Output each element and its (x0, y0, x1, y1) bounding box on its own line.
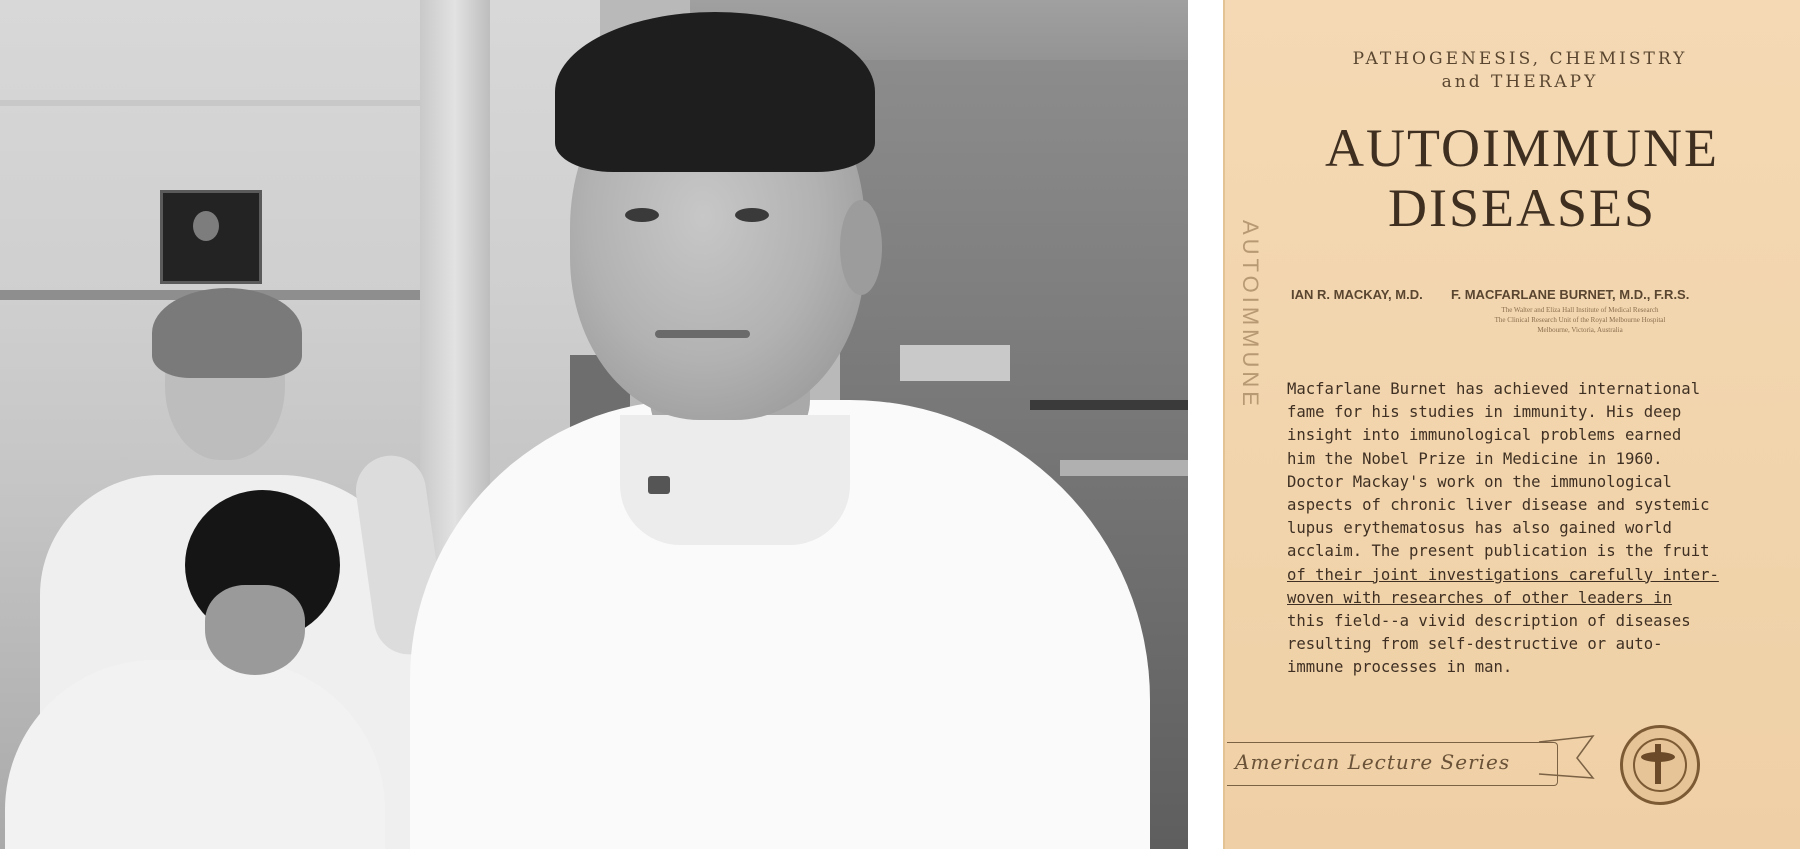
blurb-line: acclaim. The present publication is the fruit (1287, 542, 1710, 561)
book-cover (1223, 0, 1800, 849)
subtitle-line: and THERAPY (1441, 72, 1599, 92)
blurb-line: him the Nobel Prize in Medicine in 1960. (1287, 449, 1663, 468)
seated-woman-face (205, 585, 305, 675)
subtitle-line: PATHOGENESIS, CHEMISTRY (1352, 49, 1688, 69)
author-burnet: F. MACFARLANE BURNET, M.D., F.R.S. (1451, 287, 1690, 302)
man-mouth (655, 330, 750, 338)
lab-rail (1060, 460, 1188, 476)
man-hair (555, 12, 875, 172)
book-title (1277, 118, 1767, 238)
blurb-line: lupus erythematosus has also gained world (1287, 519, 1672, 538)
affiliation-line: The Clinical Research Unit of the Royal Melbourne Hospital (1494, 316, 1666, 324)
blurb-line: resulting from self-destructive or auto- (1287, 635, 1663, 654)
blurb-line: immune processes in man. (1287, 658, 1513, 677)
wall-picture (160, 190, 262, 284)
author-affiliation (1415, 305, 1745, 335)
blurb-line: insight into immunological problems earned (1287, 426, 1682, 445)
spine-title: AUTOIMMUNE (1238, 220, 1263, 410)
series-name: American Lecture Series (1235, 750, 1511, 774)
lab-rail (1030, 400, 1188, 410)
blurb-line: aspects of chronic liver disease and systemic (1287, 496, 1710, 515)
affiliation-line: The Walter and Eliza Hall Institute of Medical Research (1501, 306, 1659, 314)
title-line: DISEASES (1387, 178, 1657, 238)
man-eye (625, 208, 659, 222)
blurb-line: this field--a vivid description of diseases (1287, 612, 1691, 631)
blurb-line: Doctor Mackay's work on the immunological (1287, 472, 1672, 491)
affiliation-line: Melbourne, Victoria, Australia (1537, 326, 1623, 334)
man-eye (735, 208, 769, 222)
seal-staff (1655, 744, 1661, 784)
man-ear (840, 200, 882, 295)
coat-button (648, 476, 670, 494)
banner-flag-icon (1537, 728, 1597, 790)
blurb-line: Macfarlane Burnet has achieved international (1287, 380, 1701, 398)
blurb-line: woven with researches of other leaders in (1287, 588, 1672, 607)
book-subtitle (1285, 48, 1755, 94)
cabinet-label (900, 345, 1010, 381)
blurb-line: fame for his studies in immunity. His deep (1287, 403, 1682, 422)
book-blurb (1287, 378, 1757, 680)
standing-woman-hair (152, 288, 302, 378)
publisher-seal-icon (1620, 725, 1700, 805)
author-mackay: IAN R. MACKAY, M.D. (1291, 287, 1423, 302)
blurb-line: of their joint investigations carefully inter- (1287, 565, 1719, 584)
wall-shelf (0, 100, 430, 106)
title-line: AUTOIMMUNE (1325, 118, 1719, 178)
